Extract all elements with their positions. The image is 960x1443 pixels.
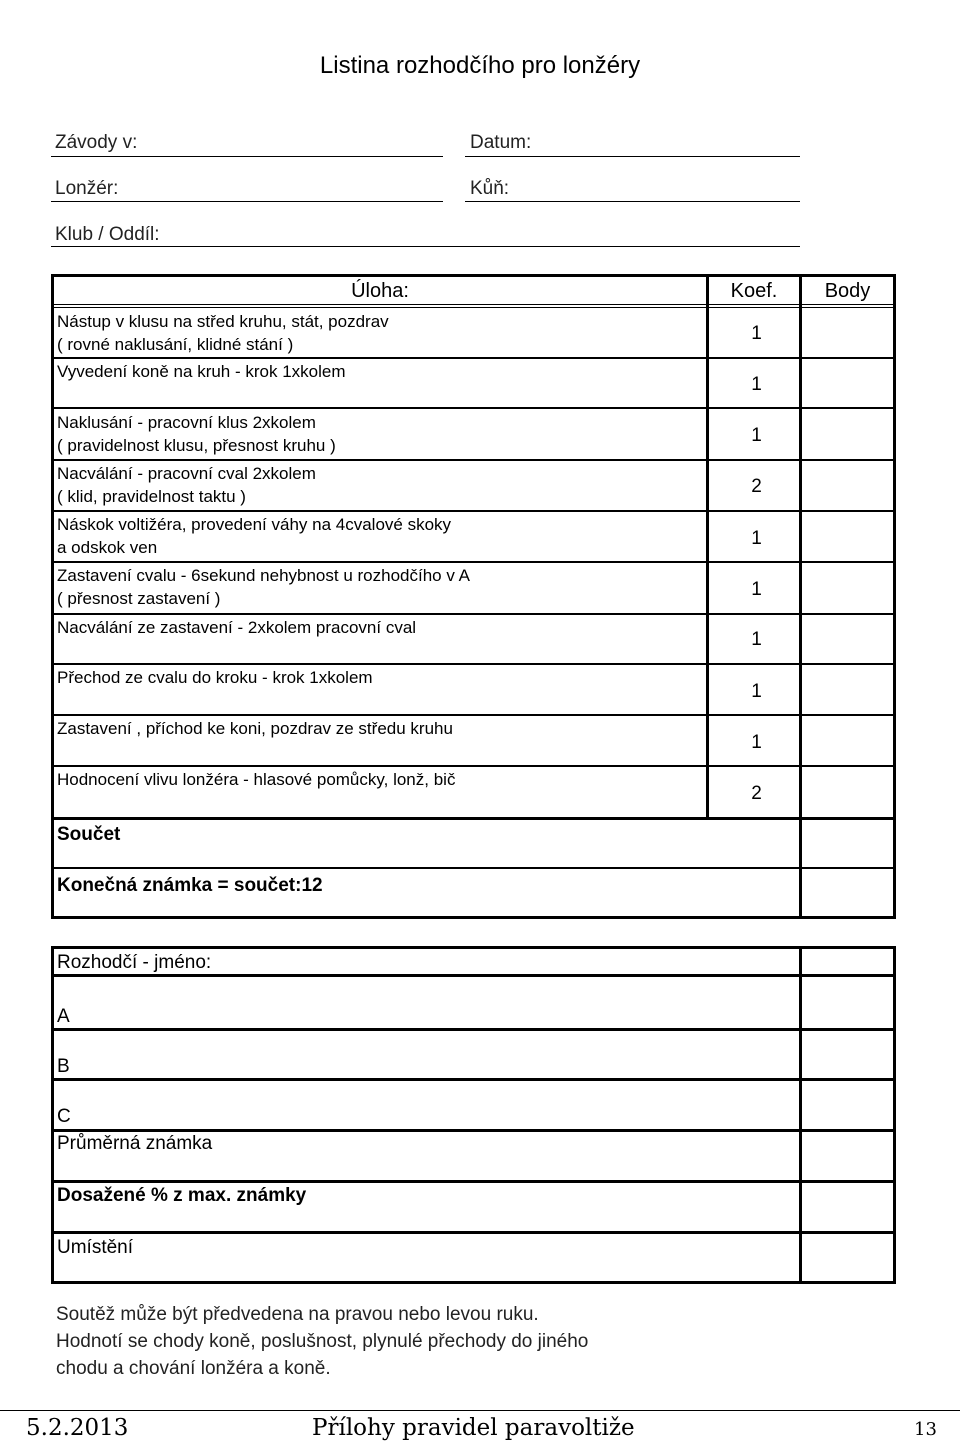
header-divider-2 xyxy=(54,307,893,308)
note-line: Soutěž může být předvedena na pravou nebo levou ruku. xyxy=(56,1304,539,1325)
lunger-label: Lonžér: xyxy=(55,178,119,199)
note-line: Hodnotí se chody koně, poslušnost, plynulé přechody do jiného xyxy=(56,1331,589,1352)
row-divider xyxy=(54,510,893,512)
coef-column-header: Koef. xyxy=(730,280,778,302)
task-coef: 1 xyxy=(751,629,762,650)
row-divider xyxy=(54,357,893,359)
row-divider xyxy=(54,1078,893,1081)
task-text: Náskok voltižéra, provedení váhy na 4cvalové skoky a odskok ven xyxy=(57,515,452,557)
task-coef: 1 xyxy=(751,374,762,395)
task-text: Nacválání ze zastavení - 2xkolem pracovní cval xyxy=(57,618,417,637)
average-grade-label: Průměrná známka xyxy=(57,1133,213,1154)
judges-table xyxy=(51,946,896,1284)
task-text: Hodnocení vlivu lonžéra - hlasové pomůcky, lonž, bič xyxy=(57,770,456,789)
club-label: Klub / Oddíl: xyxy=(55,224,160,245)
sum-label: Součet xyxy=(57,824,121,845)
task-text: Přechod ze cvalu do kroku - krok 1xkolem xyxy=(57,668,373,687)
footer-date: 5.2.2013 xyxy=(26,1415,129,1441)
task-text: Zastavení , příchod ke koni, pozdrav ze středu kruhu xyxy=(57,719,453,738)
row-divider xyxy=(54,613,893,615)
task-text: Naklusání - pracovní klus 2xkolem ( pravidelnost klusu, přesnost kruhu ) xyxy=(57,413,336,455)
row-divider xyxy=(54,459,893,461)
date-line[interactable] xyxy=(465,156,800,157)
task-coef: 1 xyxy=(751,579,762,600)
row-divider xyxy=(54,1231,893,1234)
horse-line[interactable] xyxy=(465,201,800,202)
row-divider xyxy=(54,765,893,767)
page-title: Listina rozhodčího pro lonžéry xyxy=(319,52,641,79)
final-grade-label: Konečná známka = součet:12 xyxy=(57,875,323,896)
row-divider xyxy=(54,561,893,563)
club-line[interactable] xyxy=(51,246,800,247)
row-divider xyxy=(54,663,893,665)
competition-line[interactable] xyxy=(51,156,443,157)
row-divider xyxy=(54,974,893,977)
horse-label: Kůň: xyxy=(470,178,510,199)
footer-title: Přílohy pravidel paravoltiže xyxy=(312,1415,635,1441)
competition-label: Závody v: xyxy=(55,132,138,153)
percent-label: Dosažené % z max. známky xyxy=(57,1185,307,1206)
row-divider xyxy=(54,714,893,716)
placement-label: Umístění xyxy=(57,1237,134,1258)
task-coef: 1 xyxy=(751,425,762,446)
row-divider xyxy=(54,1129,893,1132)
task-coef: 1 xyxy=(751,528,762,549)
task-column-header: Úloha: xyxy=(351,280,409,302)
row-divider xyxy=(54,867,893,869)
judge-name-label: Rozhodčí - jméno: xyxy=(57,952,212,973)
header-divider xyxy=(54,304,893,305)
task-text: Nacválání - pracovní cval 2xkolem ( klid, pravidelnost taktu ) xyxy=(57,464,316,506)
page-footer xyxy=(0,1410,960,1443)
page-number: 13 xyxy=(914,1419,937,1440)
judge-b-label: B xyxy=(57,1056,70,1077)
task-coef: 2 xyxy=(751,783,762,804)
row-divider xyxy=(54,817,893,820)
judge-c-label: C xyxy=(57,1106,71,1127)
task-coef: 2 xyxy=(751,476,762,497)
lunger-line[interactable] xyxy=(51,201,443,202)
judge-a-label: A xyxy=(57,1006,70,1027)
row-divider xyxy=(54,1180,893,1183)
task-text: Vyvedení koně na kruh - krok 1xkolem xyxy=(57,362,346,381)
note-line: chodu a chování lonžéra a koně. xyxy=(56,1358,331,1379)
task-text: Nástup v klusu na střed kruhu, stát, pozdrav ( rovné naklusání, klidné stání ) xyxy=(57,312,389,354)
date-label: Datum: xyxy=(470,132,532,153)
task-coef: 1 xyxy=(751,323,762,344)
task-coef: 1 xyxy=(751,732,762,753)
row-divider xyxy=(54,407,893,409)
points-column-header: Body xyxy=(824,280,871,302)
task-coef: 1 xyxy=(751,681,762,702)
scoring-table xyxy=(51,274,896,919)
task-text: Zastavení cvalu - 6sekund nehybnost u rozhodčího v A ( přesnost zastavení ) xyxy=(57,566,470,608)
row-divider xyxy=(54,1028,893,1031)
